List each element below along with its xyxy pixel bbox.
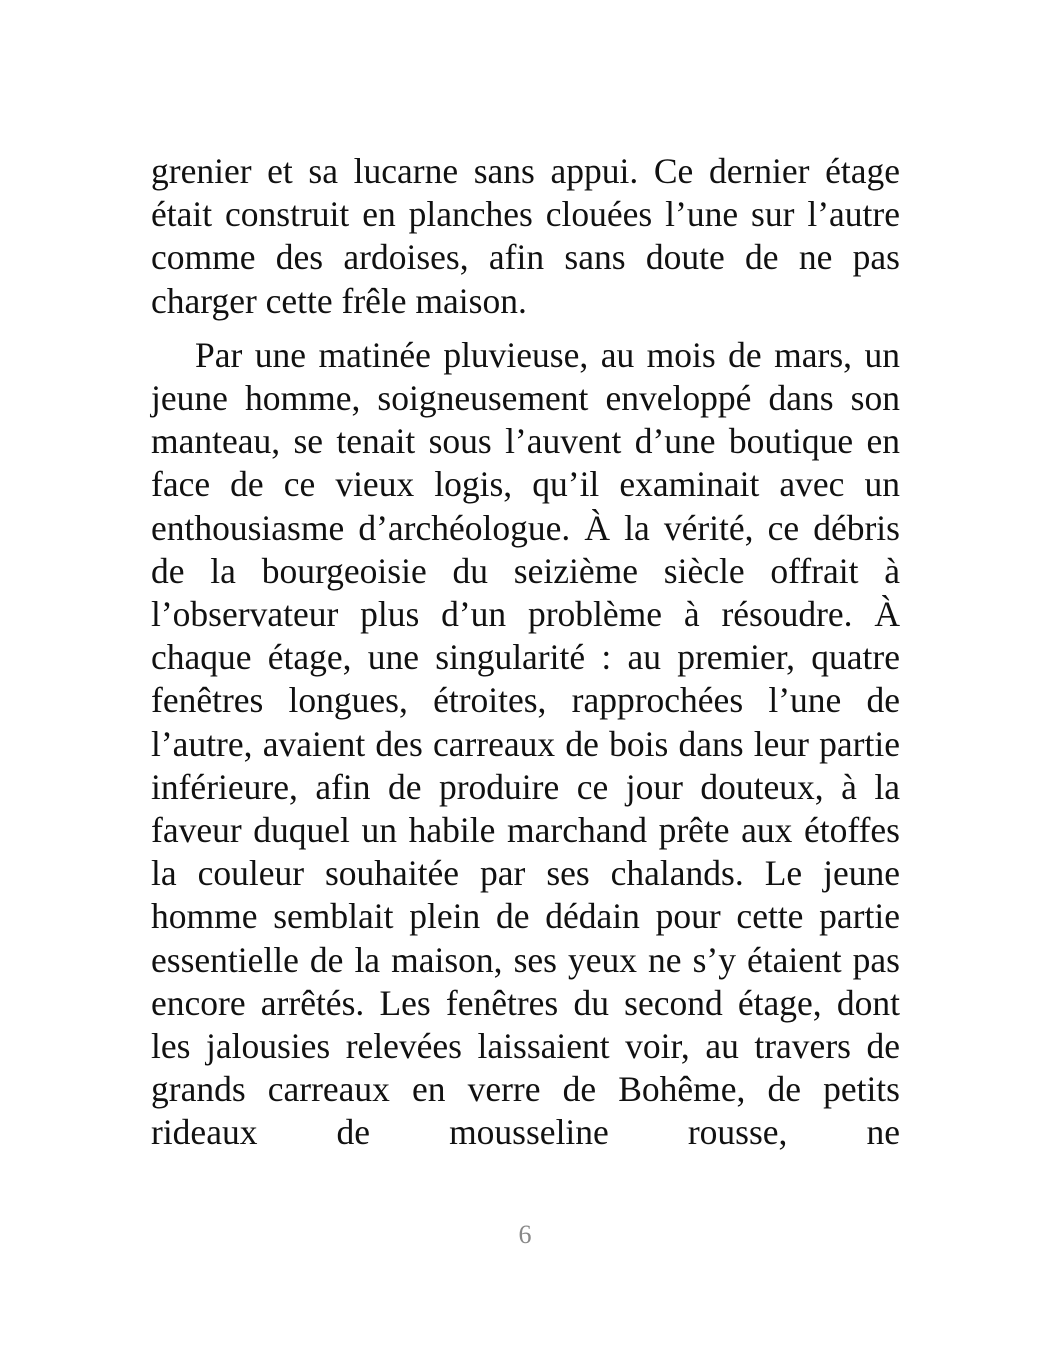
page-number: 6 bbox=[518, 1220, 532, 1249]
page-body bbox=[151, 150, 900, 1155]
paragraph-continued: grenier et sa lucarne sans appui. Ce dernier étage était construit en planches clouées l’une sur l’autre comme des ardoises, afin sans doute de ne pas charger cette frêle maison. bbox=[151, 151, 900, 321]
paragraph: Par une matinée pluvieuse, au mois de mars, un jeune homme, soigneusement enveloppé dans son manteau, se tenait sous l’auvent d’une boutique en face de ce vieux logis, qu’il examinait avec un enthousiasme d’archéologue. À la vérité, ce débris de la bourgeoisie du seizième siècle offrait à l’observateur plus d’un problème à résoudre. À chaque étage, une singularité : au premier, quatre fenêtres longues, étroites, rapprochées l’une de l’autre, avaient des carreaux de bois dans leur partie inférieure, afin de produire ce jour douteux, à la faveur duquel un habile marchand prête aux étoffes la couleur souhaitée par ses chalands. Le jeune homme semblait plein de dédain pour cette partie essentielle de la maison, ses yeux ne s’y étaient pas encore arrêtés. Les fenêtres du second étage, dont les jalousies relevées laissaient voir, au travers de grands carreaux en verre de Bohême, de petits rideaux de mousseline rousse, ne bbox=[151, 334, 900, 1153]
